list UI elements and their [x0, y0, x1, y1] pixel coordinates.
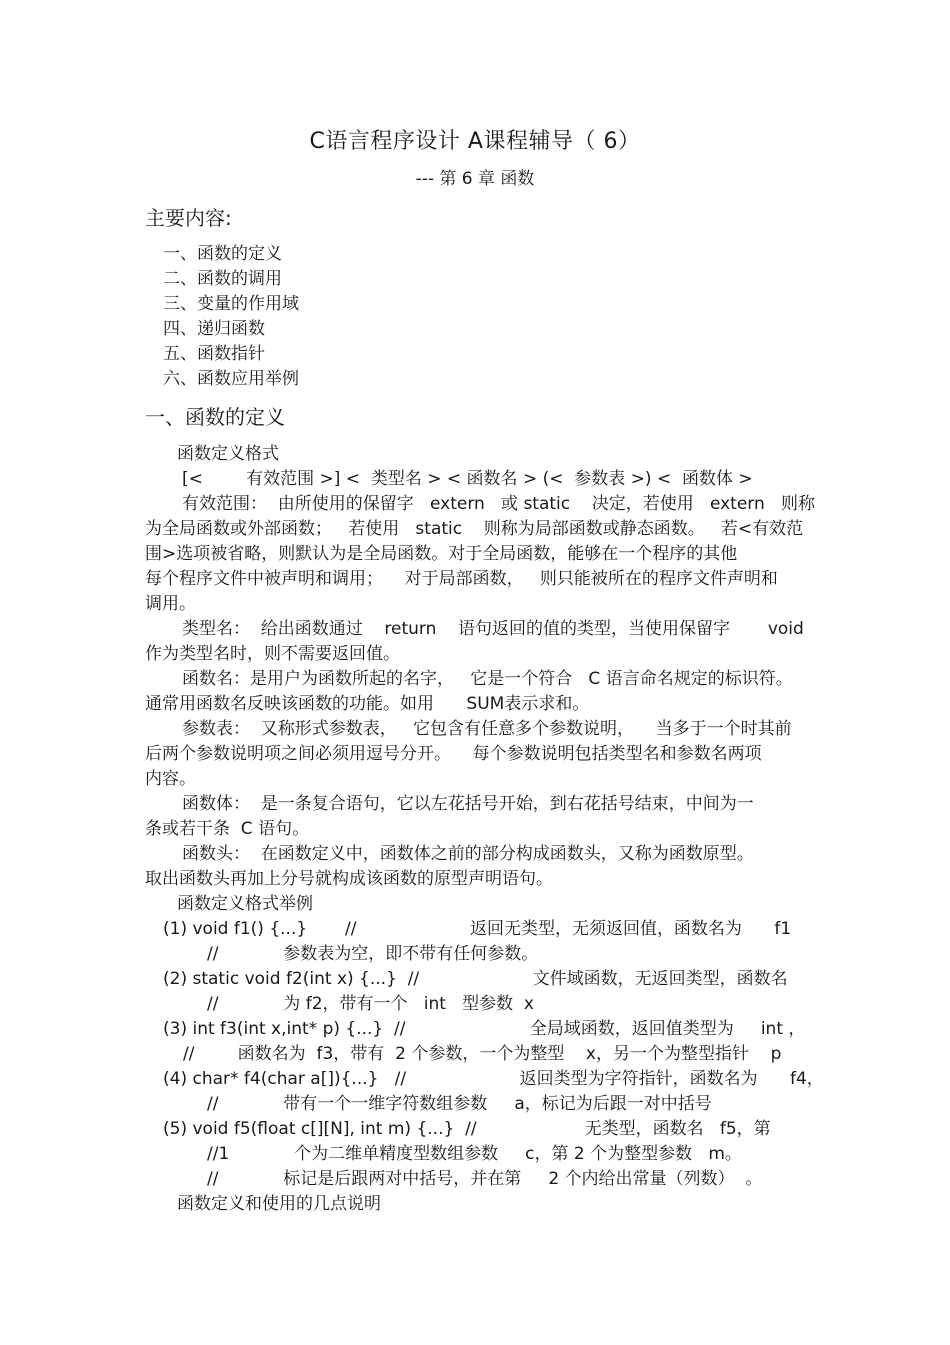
text-line: 每个程序文件中被声明和调用； 对于局部函数， 则只能被所在的程序文件声明和 [145, 569, 778, 589]
code-comment: // 为 f2，带有一个 int 型参数 x [207, 994, 534, 1014]
text-line: 参数表： 又称形式参数表， 它包含有任意多个参数说明， 当多于一个时其前 [182, 719, 792, 739]
toc-item: 一、函数的定义 [163, 244, 282, 264]
toc-item: 三、变量的作用域 [163, 294, 299, 314]
text-line: 调用。 [145, 594, 196, 614]
code-example: (4) char* f4(char a[]){...} // 返回类型为字符指针，函数名为 f4， [163, 1069, 824, 1089]
code-comment: // 参数表为空，即不带有任何参数。 [207, 944, 539, 964]
text-line: [< 有效范围 >] < 类型名 > < 函数名 > (< 参数表 >) < 函数体 > [182, 469, 753, 489]
text-line: 条或若干条 C 语句。 [145, 819, 310, 839]
text-line: 函数定义和使用的几点说明 [177, 1194, 381, 1214]
text-line: 取出函数头再加上分号就构成该函数的原型声明语句。 [145, 869, 553, 889]
page-title: C语言程序设计 A课程辅导（ 6） [309, 129, 641, 154]
text-line: 为全局函数或外部函数； 若使用 static 则称为局部函数或静态函数。 若<有效范 [145, 519, 804, 539]
text-line: 围>选项被省略，则默认为是全局函数。对于全局函数，能够在一个程序的其他 [145, 544, 738, 564]
toc-item: 五、函数指针 [163, 344, 265, 364]
text-line: 有效范围： 由所使用的保留字 extern 或 static 决定，若使用 extern 则称 [182, 494, 815, 514]
text-line: 后两个参数说明项之间必须用逗号分开。 每个参数说明包括类型名和参数名两项 [145, 744, 762, 764]
code-example: (2) static void f2(int x) {...} // 文件域函数，无返回类型，函数名 [163, 969, 788, 989]
text-line: 函数定义格式 [177, 444, 279, 464]
code-example: (5) void f5(float c[][N], int m) {...} // 无类型，函数名 f5，第 [163, 1119, 771, 1139]
text-line: 函数头： 在函数定义中，函数体之前的部分构成函数头，又称为函数原型。 [182, 844, 754, 864]
text-line: 类型名： 给出函数通过 return 语句返回的值的类型，当使用保留字 void [182, 619, 804, 639]
main-heading: 主要内容: [145, 206, 232, 230]
text-line: 函数体： 是一条复合语句，它以左花括号开始，到右花括号结束，中间为一 [182, 794, 754, 814]
text-line: 通常用函数名反映该函数的功能。如用 SUM表示求和。 [145, 694, 590, 714]
text-line: 内容。 [145, 769, 196, 789]
text-line: 函数定义格式举例 [177, 894, 313, 914]
code-example: (1) void f1() {...} // 返回无类型，无须返回值，函数名为 f1 [163, 919, 792, 939]
toc-item: 六、函数应用举例 [163, 369, 299, 389]
text-line: 函数名：是用户为函数所起的名字， 它是一个符合 C 语言命名规定的标识符。 [182, 669, 793, 689]
toc-item: 四、递归函数 [163, 319, 265, 339]
code-example: (3) int f3(int x,int* p) {...} // 全局域函数，返回值类型为 int ， [163, 1019, 806, 1039]
code-comment: // 函数名为 f3，带有 2 个参数，一个为整型 x，另一个为整型指针 p [183, 1044, 782, 1064]
page-subtitle: --- 第 6 章 函数 [415, 169, 535, 189]
section-heading: 一、函数的定义 [145, 405, 285, 429]
code-comment: //1 个为二维单精度型数组参数 c，第 2 个为整型参数 m。 [207, 1144, 742, 1164]
code-comment: // 带有一个一维字符数组参数 a，标记为后跟一对中括号 [207, 1094, 712, 1114]
text-line: 作为类型名时，则不需要返回值。 [145, 644, 400, 664]
toc-item: 二、函数的调用 [163, 269, 282, 289]
code-comment: // 标记是后跟两对中括号，并在第 2 个内给出常量（列数） 。 [207, 1169, 763, 1189]
